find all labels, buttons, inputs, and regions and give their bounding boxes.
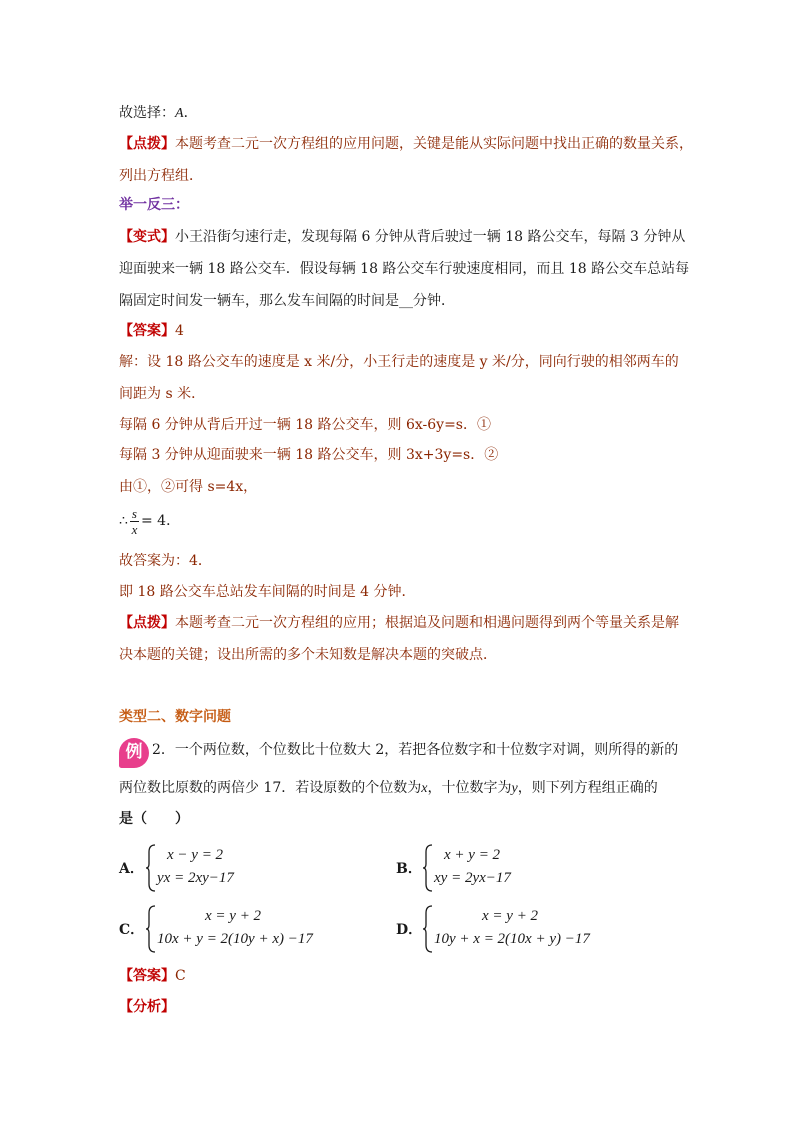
fraction: $\frac{s}{x}$ [131, 505, 138, 537]
solution-line-7: 故答案为：4． [119, 553, 212, 569]
option-d: D． x = y + 2 10y + x = 2(10x + y) −17 [396, 904, 656, 956]
dianbo-paragraph-2: 【点拨】本题考查二元一次方程组的应用；根据追及问题和相遇问题得到两个等量关系是解 [119, 615, 679, 631]
option-c: C． x = y + 2 10x + y = 2(10y + x) −17 [119, 904, 379, 956]
type2-heading: 类型二、数字问题 [119, 709, 231, 725]
juyi-heading: 举一反三： [119, 197, 189, 213]
fenxi-heading: 【分析】 [119, 999, 175, 1015]
solution-line-8: 即 18 路公交车总站发车间隔的时间是 4 分钟． [119, 584, 416, 600]
example-line-2: 两位数比原数的两倍少 17．若设原数的个位数为x，十位数字为y，则下列方程组正确的 [119, 780, 658, 796]
answer2-line: 【答案】C [119, 968, 186, 984]
dianbo-paragraph-2-cont: 决本题的关键；设出所需的多个未知数是解决本题的突破点． [119, 647, 497, 663]
dianbo-paragraph-1: 【点拨】本题考查二元一次方程组的应用问题，关键是能从实际问题中找出正确的数量关系， [119, 136, 693, 152]
option-b: B． x + y = 2 xy = 2yx−17 [396, 843, 646, 895]
option-a: A． x − y = 2 yx = 2xy−17 [119, 843, 369, 895]
bianshi-line-1: 【变式】小王沿街匀速行走，发现每隔 6 分钟从背后驶过一辆 18 路公交车，每隔 3 分钟从 [119, 229, 686, 245]
brace-icon [422, 905, 434, 953]
brace-icon [422, 844, 434, 892]
answer-line: 【答案】4 [119, 323, 184, 339]
bianshi-line-3: 隔固定时间发一辆车，那么发车间隔的时间是__分钟． [119, 293, 455, 309]
answer-choice-line: 故选择：A． [119, 105, 198, 121]
example-line-3: 是（ ） [119, 811, 189, 827]
solution-fraction-line: ∴ $\frac{s}{x}$ = 4． [119, 505, 181, 537]
brace-icon [145, 844, 157, 892]
example-line-1: 2．一个两位数，个位数比十位数大 2，若把各位数字和十位数字对调，则所得的新的 [152, 742, 679, 758]
bianshi-line-2: 迎面驶来一辆 18 路公交车．假设每辆 18 路公交车行驶速度相同，而且 18 路公交车总站每 [119, 261, 690, 277]
solution-line-5: 由①，②可得 s=4x， [119, 479, 258, 495]
solution-line-2: 间距为 s 米． [119, 386, 206, 402]
solution-line-4: 每隔 3 分钟从迎面驶来一辆 18 路公交车，则 3x+3y=s．② [119, 447, 499, 463]
example-badge-icon: 例 [119, 738, 149, 768]
dianbo-paragraph-1-cont: 列出方程组． [119, 168, 203, 184]
solution-line-1: 解：设 18 路公交车的速度是 x 米/分，小王行走的速度是 y 米/分，同向行驶的相邻两车的 [119, 354, 679, 370]
solution-line-3: 每隔 6 分钟从背后开过一辆 18 路公交车，则 6x-6y=s．① [119, 417, 491, 433]
brace-icon [145, 905, 157, 953]
